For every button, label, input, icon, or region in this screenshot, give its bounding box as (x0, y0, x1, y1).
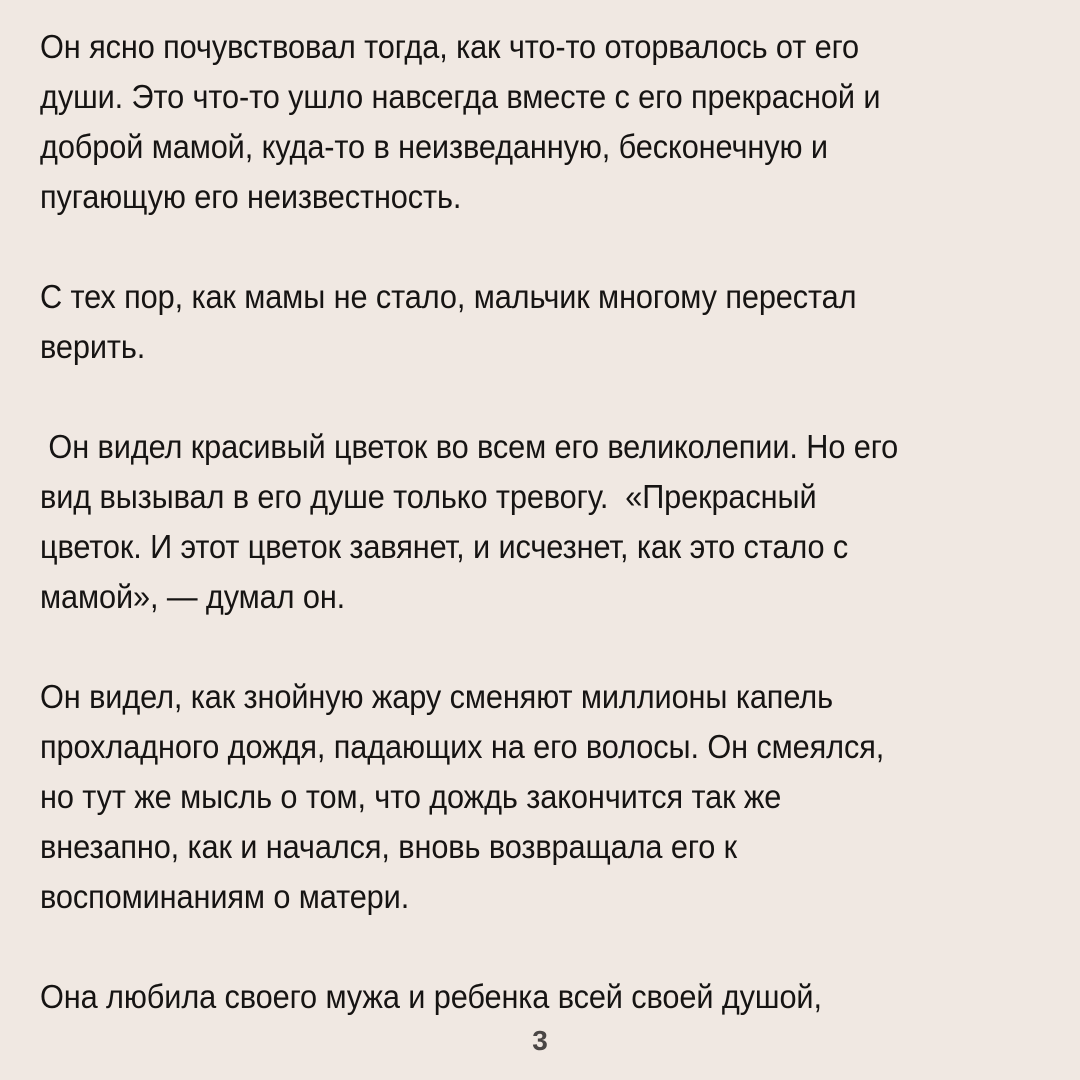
text-line: Она любила своего мужа и ребенка всей своей душой, (40, 978, 822, 1015)
text-line: Он видел, как знойную жару сменяют миллионы капель (40, 678, 833, 715)
text-line: вид вызывал в его душе только тревогу. «Прекрасный (40, 478, 817, 515)
text-line: воспоминаниям о матери. (40, 878, 410, 915)
text-line: но тут же мысль о том, что дождь закончится так же (40, 778, 782, 815)
text-line: пугающую его неизвестность. (40, 178, 462, 215)
page-number: 3 (532, 1025, 548, 1056)
text-line: прохладного дождя, падающих на его волосы. Он смеялся, (40, 728, 885, 765)
text-line: души. Это что-то ушло навсегда вместе с его прекрасной и (40, 78, 881, 115)
text-line: верить. (40, 328, 146, 365)
text-line: С тех пор, как мамы не стало, мальчик многому перестал (40, 278, 857, 315)
text-line: доброй мамой, куда-то в неизведанную, бесконечную и (40, 128, 828, 165)
text-line: Он ясно почувствовал тогда, как что-то оторвалось от его (40, 28, 859, 65)
text-line: Он видел красивый цветок во всем его великолепии. Но его (40, 428, 899, 465)
text-line: внезапно, как и начался, вновь возвращала его к (40, 828, 737, 865)
text-line: цветок. И этот цветок завянет, и исчезнет, как это стало с (40, 528, 849, 565)
text-line: мамой», — думал он. (40, 578, 346, 615)
